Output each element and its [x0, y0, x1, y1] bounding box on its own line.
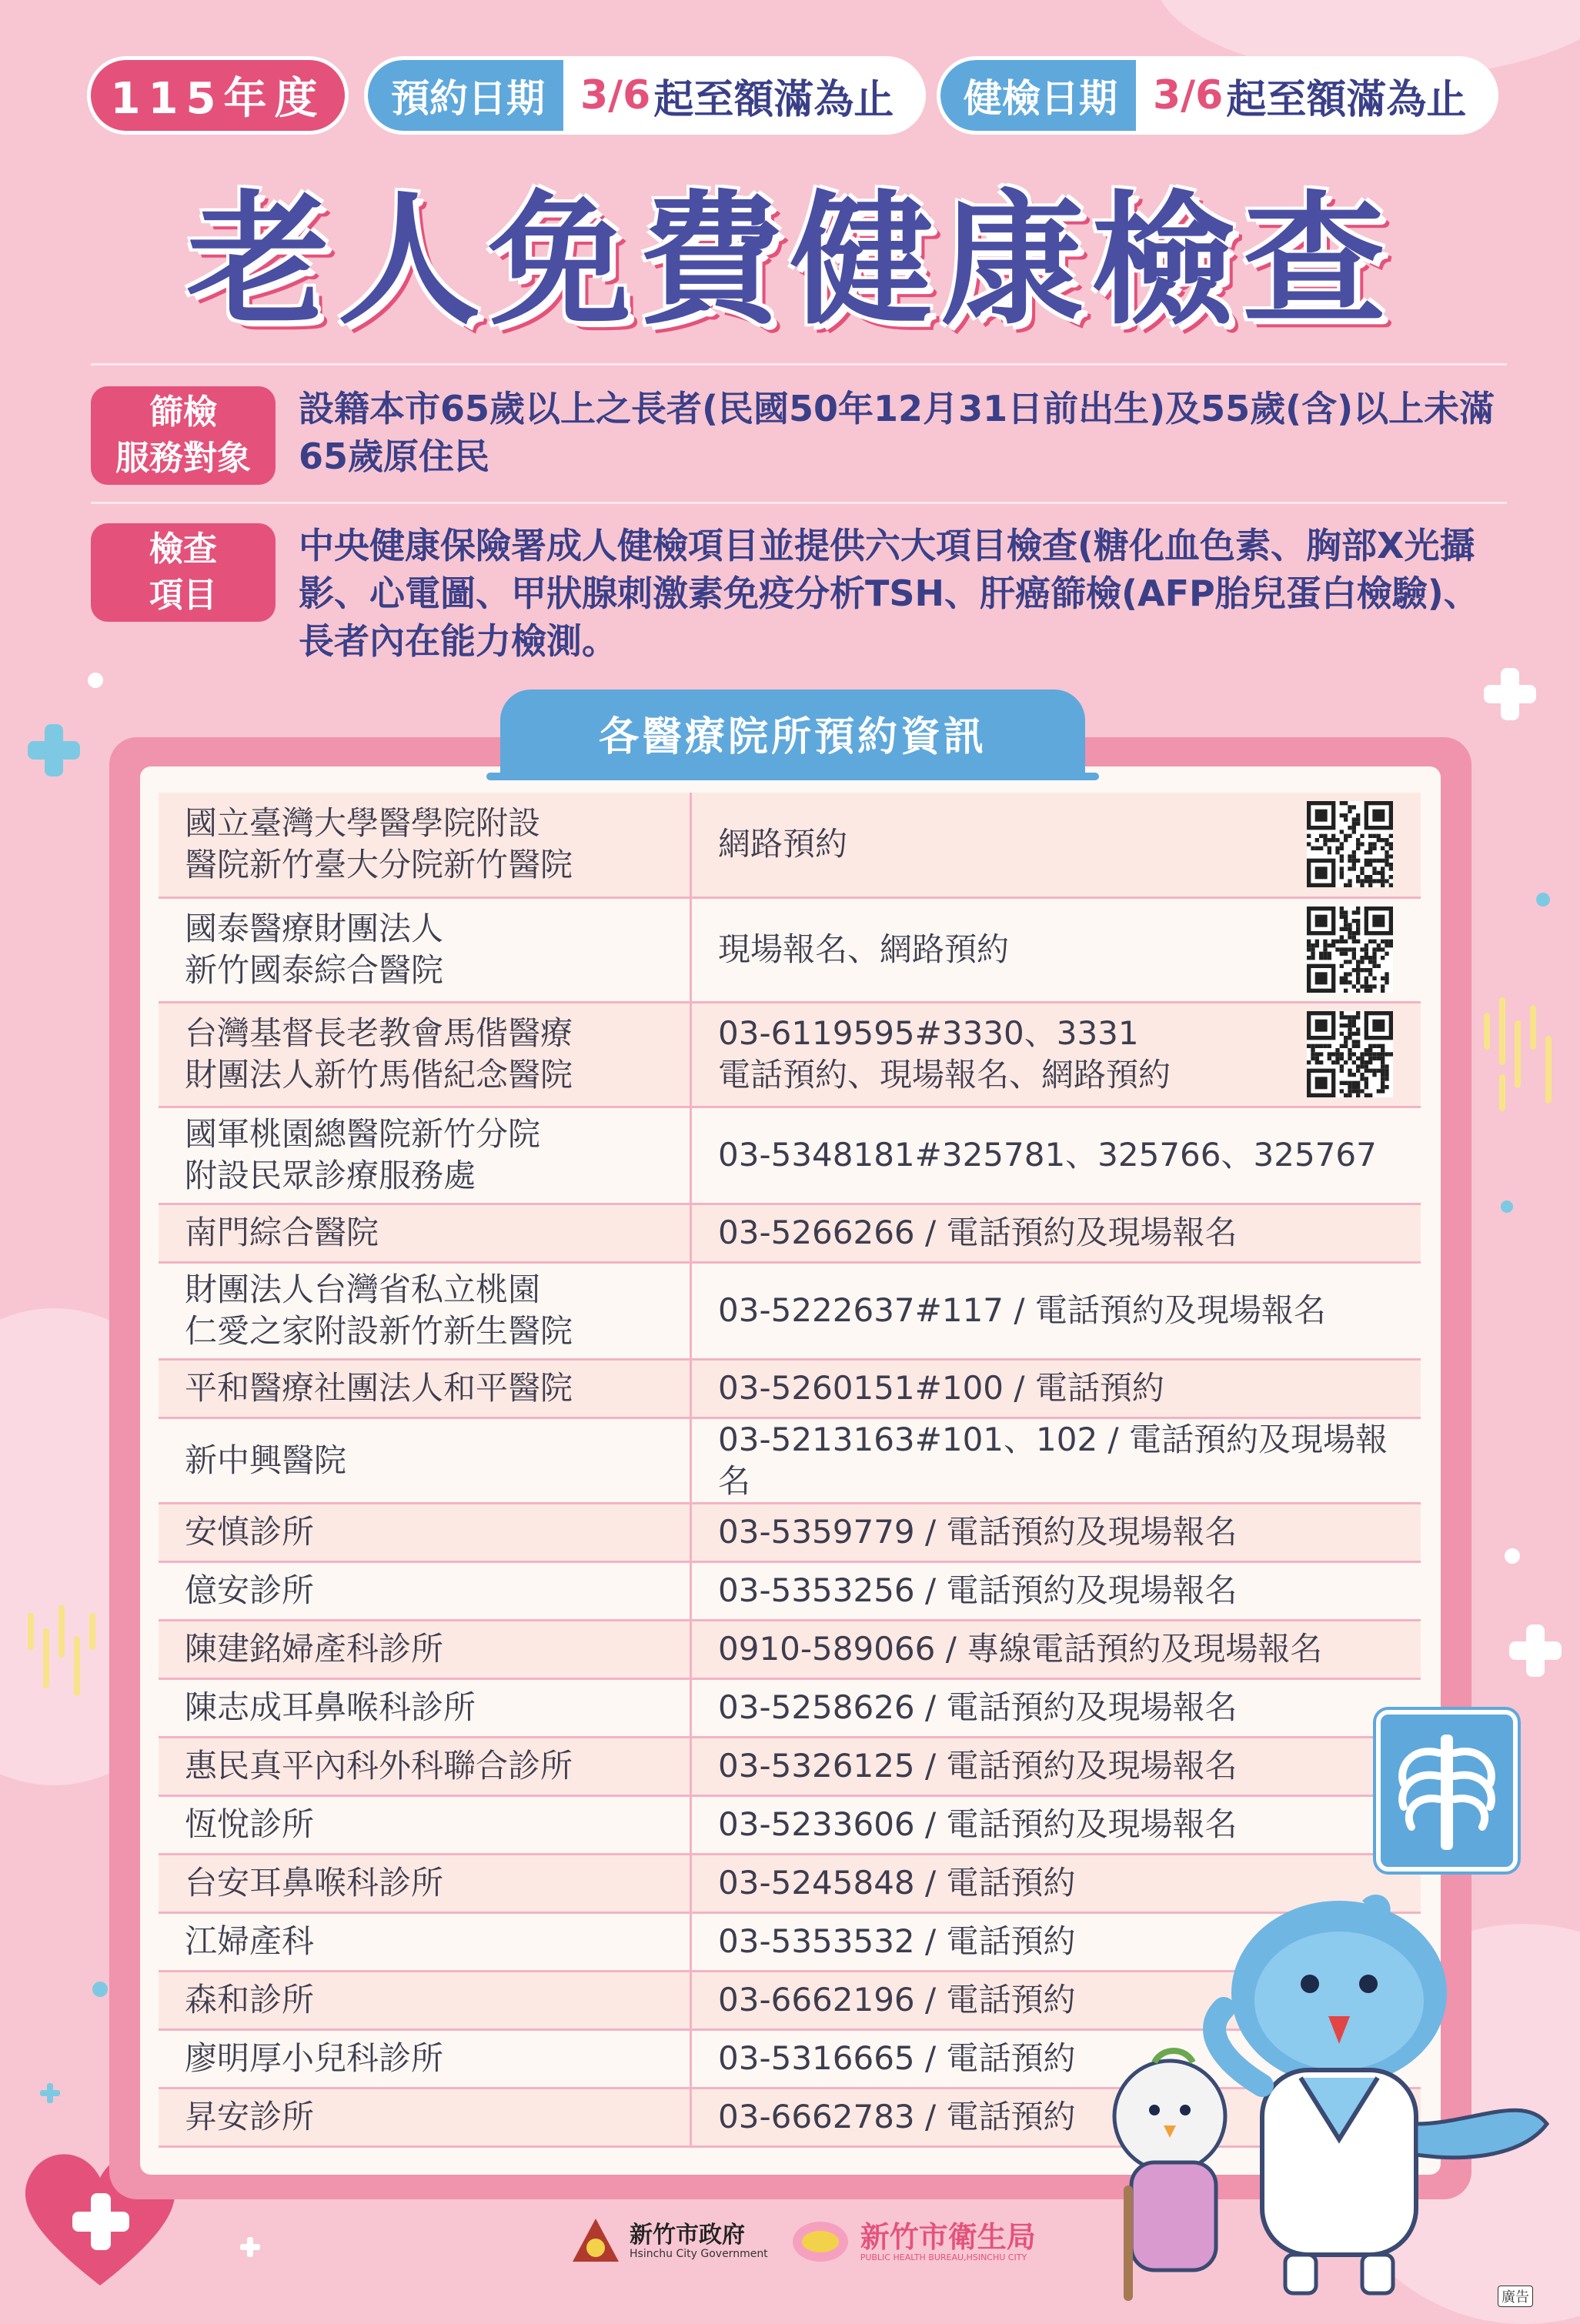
hospital-name-cell: [159, 793, 691, 897]
exam-items-text: 中央健康保險署成人健檢項目並提供六大項目檢查(糖化血色素、胸部X光攝影、心電圖、甲狀腺刺激素免疫分析TSH、肝癌篩檢(AFP胎兒蛋白檢驗)、長者內在能力檢測。: [299, 525, 1479, 662]
hospital-row: [159, 1262, 1421, 1359]
hospital-name: 森和診所: [185, 1981, 315, 2018]
city-government-logo-icon: [571, 2217, 620, 2266]
hospital-contact: 03-5359779 / 電話預約及現場報名: [718, 1513, 1238, 1551]
hospital-info-cell: [691, 1678, 1421, 1737]
hospital-name: 陳建銘婦產科診所: [185, 1630, 444, 1668]
hospital-contact: 03-6662196 / 電話預約: [718, 1981, 1076, 2018]
qr-code-icon[interactable]: [1307, 907, 1393, 993]
hospital-contact: 03-5233606 / 電話預約及現場報名: [718, 1805, 1238, 1843]
hospital-contact: 03-5258626 / 電話預約及現場報名: [718, 1688, 1238, 1726]
hospital-info-cell: [691, 1359, 1421, 1417]
appointment-date-value: 3/6 起至額滿為止: [580, 72, 894, 123]
hospital-row: [159, 1678, 1421, 1737]
dot: [88, 673, 103, 688]
hospital-name-cell: [159, 2088, 691, 2146]
eligibility-text: 設籍本市65歲以上之長者(民國50年12月31日前出生)及55歲(含)以上未滿65歲原住民: [299, 388, 1495, 477]
dot: [1505, 1548, 1520, 1564]
hospital-row: [159, 1620, 1421, 1678]
eligibility-tag: 篩檢 服務對象: [91, 386, 276, 485]
checkup-date-label: 健檢日期: [940, 60, 1136, 131]
hospital-row: [159, 793, 1421, 897]
hospital-contact: 03-5260151#100 / 電話預約: [718, 1369, 1164, 1407]
hospital-name-cell: [159, 1503, 691, 1561]
hospital-contact: 03-5245848 / 電話預約: [718, 1864, 1076, 1902]
hospital-name: 江婦產科: [185, 1922, 315, 1960]
hospital-contact: 03-6119595#3330、3331: [718, 1014, 1139, 1052]
hospital-row: [159, 1204, 1421, 1262]
hospital-name-line2: 財團法人新竹馬偕紀念醫院: [185, 1056, 573, 1094]
hospital-row: [159, 1561, 1421, 1620]
hospital-info-cell: [691, 897, 1421, 1002]
dot: [1501, 1200, 1513, 1213]
hospital-info-cell: [691, 1002, 1421, 1107]
hospital-name-cell: [159, 1417, 691, 1503]
hospital-contact: 03-5326125 / 電話預約及現場報名: [718, 1747, 1238, 1785]
hospital-name-cell: [159, 1107, 691, 1204]
hospital-name-cell: [159, 1795, 691, 1854]
hospital-contact: 03-5316665 / 電話預約: [718, 2039, 1076, 2077]
hospital-name-cell: [159, 1204, 691, 1262]
panel-title-underline: [486, 773, 1099, 780]
hospital-name-cell: [159, 1561, 691, 1620]
yellow-dashes-decoration: [1479, 993, 1564, 1124]
checkup-date-value: 3/6 起至額滿為止: [1153, 72, 1467, 123]
hospital-contact: 現場報名、網路預約: [718, 930, 1010, 968]
hospital-name: 平和醫療社團法人和平醫院: [185, 1369, 573, 1407]
hospital-name: 台灣基督長老教會馬偕醫療: [185, 1014, 573, 1052]
hospital-name-cell: [159, 1678, 691, 1737]
hospital-row: [159, 1359, 1421, 1417]
qr-code-icon[interactable]: [1307, 1011, 1393, 1097]
hospital-info-cell: [691, 1795, 1421, 1854]
gov-name-block: [630, 2223, 768, 2260]
hospital-name-cell: [159, 1359, 691, 1417]
appointment-date-pill: [368, 60, 922, 131]
hospital-info-cell: [691, 1204, 1421, 1262]
hospital-contact: 03-5266266 / 電話預約及現場報名: [718, 1214, 1238, 1251]
plus-icon: [23, 720, 85, 781]
dot: [1536, 893, 1550, 907]
hospital-name: 國泰醫療財團法人: [185, 910, 444, 947]
hospital-info-cell: [691, 1561, 1421, 1620]
hospital-contact: 網路預約: [718, 825, 848, 863]
hospital-name: 財團法人台灣省私立桃園: [185, 1271, 541, 1308]
hospital-contact: 03-6662783 / 電話預約: [718, 2098, 1076, 2135]
hospital-row: [159, 1737, 1421, 1795]
bureau-name-en: PUBLIC HEALTH BUREAU,HSINCHU CITY: [860, 2252, 1027, 2262]
hospital-name: 廖明厚小兒科診所: [185, 2039, 444, 2077]
hospital-name-line2: 新竹國泰綜合醫院: [185, 951, 444, 989]
hospital-contact: 0910-589066 / 專線電話預約及現場報名: [718, 1630, 1323, 1668]
hospital-name: 億安診所: [185, 1571, 315, 1609]
hospital-name-cell: [159, 1737, 691, 1795]
panel-title: 各醫療院所預約資訊: [500, 690, 1085, 776]
hospital-name-line2: 仁愛之家附設新竹新生醫院: [185, 1312, 573, 1350]
hospital-name-cell: [159, 1262, 691, 1359]
yellow-dashes-decoration: [23, 1601, 108, 1701]
exam-items-tag: 檢查 項目: [91, 523, 276, 622]
hospital-name-cell: [159, 1854, 691, 1912]
footer-logos: [571, 2207, 1036, 2276]
gov-name: 新竹市政府: [630, 2222, 745, 2249]
hospital-info-cell: [691, 1107, 1421, 1204]
hospital-name: 國軍桃園總醫院新竹分院: [185, 1115, 541, 1153]
divider: [91, 363, 1507, 366]
hospital-name-line2: 附設民眾診療服務處: [185, 1157, 476, 1194]
hospital-name-cell: [159, 1912, 691, 1971]
hospital-info-cell: [691, 1503, 1421, 1561]
hospital-name: 安慎診所: [185, 1513, 315, 1551]
year-badge: 115年度: [91, 60, 345, 131]
plus-icon: [1505, 1620, 1566, 1681]
ad-label: 廣告: [1498, 2286, 1533, 2307]
divider: [91, 502, 1507, 504]
hospital-row: [159, 1107, 1421, 1204]
hospital-name-cell: [159, 1620, 691, 1678]
hospital-row: [159, 897, 1421, 1002]
hospital-name-cell: [159, 2029, 691, 2088]
hospital-name-cell: [159, 897, 691, 1002]
hospital-name: 昇安診所: [185, 2098, 315, 2135]
checkup-date-pill: [940, 60, 1495, 131]
dot: [92, 1982, 108, 1997]
mascot-illustration: [1108, 1893, 1570, 2309]
hospital-name: 陳志成耳鼻喉科診所: [185, 1688, 476, 1726]
hospital-info-cell: [691, 1262, 1421, 1359]
hospital-name-line2: 醫院新竹臺大分院新竹醫院: [185, 846, 573, 884]
plus-icon: [239, 2236, 262, 2259]
hospital-info-cell: [691, 1620, 1421, 1678]
hospital-name: 南門綜合醫院: [185, 1214, 379, 1251]
page-title: 老人免費健康檢查: [186, 177, 1394, 344]
hospital-row: [159, 1002, 1421, 1107]
hospital-row: [159, 1795, 1421, 1854]
hospital-info-cell: [691, 1737, 1421, 1795]
xray-icon: [1376, 1710, 1518, 1872]
hospital-name: 惠民真平內科外科聯合診所: [185, 1747, 573, 1785]
hospital-contact: 03-5222637#117 / 電話預約及現場報名: [718, 1291, 1326, 1329]
hospital-contact-line2: 電話預約、現場報名、網路預約: [718, 1056, 1171, 1094]
bureau-name: 新竹市衛生局: [860, 2219, 1036, 2254]
hospital-contact: 03-5353256 / 電話預約及現場報名: [718, 1571, 1238, 1609]
hospital-name: 國立臺灣大學醫學院附設: [185, 804, 541, 843]
hospital-info-cell: [691, 793, 1421, 897]
hospital-row: [159, 1417, 1421, 1503]
gov-name-en: Hsinchu City Government: [630, 2248, 768, 2260]
health-bureau-mascot-logo-icon: [790, 2217, 851, 2266]
plus-icon: [1479, 663, 1541, 725]
hospital-info-cell: [691, 1417, 1421, 1503]
hospital-name: 新中興醫院: [185, 1441, 347, 1479]
plus-icon: [38, 2082, 62, 2105]
qr-code-icon[interactable]: [1307, 801, 1393, 887]
bureau-name-block: [860, 2219, 1036, 2262]
hospital-contact: 03-5348181#325781、325766、325767: [718, 1136, 1377, 1174]
hospital-contact: 03-5353532 / 電話預約: [718, 1922, 1076, 1960]
hospital-name: 恆悅診所: [185, 1805, 315, 1843]
hospital-name-cell: [159, 1971, 691, 2029]
hospital-name-cell: [159, 1002, 691, 1107]
hospital-contact: 03-5213163#101、102 / 電話預約及現場報名: [718, 1420, 1388, 1500]
appointment-date-label: 預約日期: [368, 60, 563, 131]
hospital-name: 台安耳鼻喉科診所: [185, 1864, 444, 1902]
hospital-row: [159, 1503, 1421, 1561]
